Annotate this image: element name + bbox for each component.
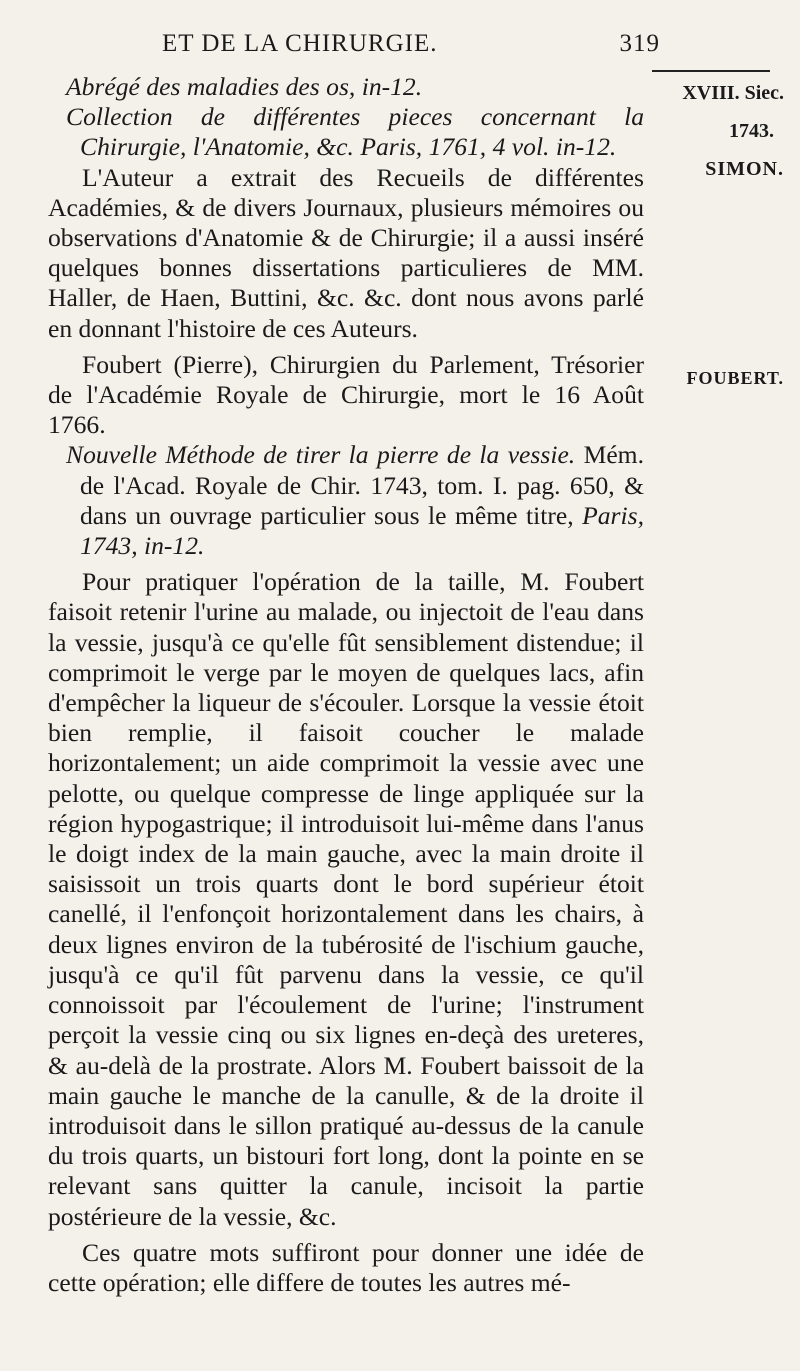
margin-century-note: XVIII. Siec. <box>682 82 784 104</box>
margin-rule <box>652 70 770 72</box>
running-title: ET DE LA CHIRURGIE. <box>162 30 438 57</box>
entry-3-title: Nouvelle Méthode de tirer la pierre de la vessie. <box>66 440 576 470</box>
bibliography-entry-1: Abrégé des maladies des os, in-12. <box>66 72 423 101</box>
paragraph-3: Pour pratiquer l'opération de la taille, M. Foubert faisoit retenir l'urine au malade, ou injectoit de l'eau dans la vessie, jusqu'à ce qu'elle fût sensiblement distendue; il comprimoit le verge par le moyen de quelques lacs, afin d'empêcher la liqueur de s'écouler. Lorsque la vessie étoit bien remplie, il faisoit coucher le malade horizontalement; un aide comprimoit la vessie avec une pelotte, ou quelque compresse de linge appliquée sur la région hypogastrique; il introduisoit lui-même dans l'anus le doigt index de la main gauche, avec la main droite il saisissoit un trois quarts dont le bord supérieur étoit canellé, il l'enfonçoit horizontalement dans les chairs, à deux lignes environ de la tubérosité de l'ischium gauche, jusqu'à ce qu'il fût parvenu dans la vessie, ce qu'il connoissoit par l'écoulement de l'urine; l'instrument perçoit la vessie cinq ou six lignes en-deçà des ureteres, & au-delà de la prostrate. Alors M. Foubert baissoit de la main gauche le manche de la canulle, & de la droite il introduisoit dans le sillon pratiqué au-dessus de la canule du trois quarts, un bistouri fort long, dont la pointe en se relevant sans quitter la canule, incisoit la partie postérieure de la vessie, &c. <box>48 567 644 1231</box>
paragraph-1: L'Auteur a extrait des Recueils de différentes Académies, & de divers Journaux, plusieurs mémoires ou observations d'Anatomie & de Chirurgie; il a aussi inséré quelques bonnes dissertations particulieres de MM. Haller, de Haen, Buttini, &c. &c. dont nous avons parlé en donnant l'histoire de ces Auteurs. <box>48 162 644 343</box>
paragraph-2: Foubert (Pierre), Chirurgien du Parlement, Trésorier de l'Académie Royale de Chirurgie, mort le 16 Août 1766. <box>48 349 644 440</box>
margin-author-simon: SIMON. <box>705 158 784 180</box>
paragraph-4: Ces quatre mots suffiront pour donner une idée de cette opération; elle differe de toutes les autres mé- <box>48 1237 644 1297</box>
body-text <box>48 72 644 1298</box>
entry-3-details: Mém. de l'Acad. Royale de Chir. 1743, tom. I. pag. 650, & dans un ouvrage particulier sous le même titre, <box>80 440 644 530</box>
margin-author-foubert: FOUBERT. <box>686 368 784 388</box>
bibliography-entry-2: Collection de différentes pieces concernant la Chirurgie, l'Anatomie, &c. Paris, 1761, 4 vol. in-12. <box>66 102 644 162</box>
bibliography-entry-3 <box>48 440 644 561</box>
margin-year-note: 1743. <box>729 120 774 142</box>
page-number: 319 <box>619 30 660 57</box>
entry-3-imprint: Paris, 1743, in-12. <box>80 500 644 561</box>
